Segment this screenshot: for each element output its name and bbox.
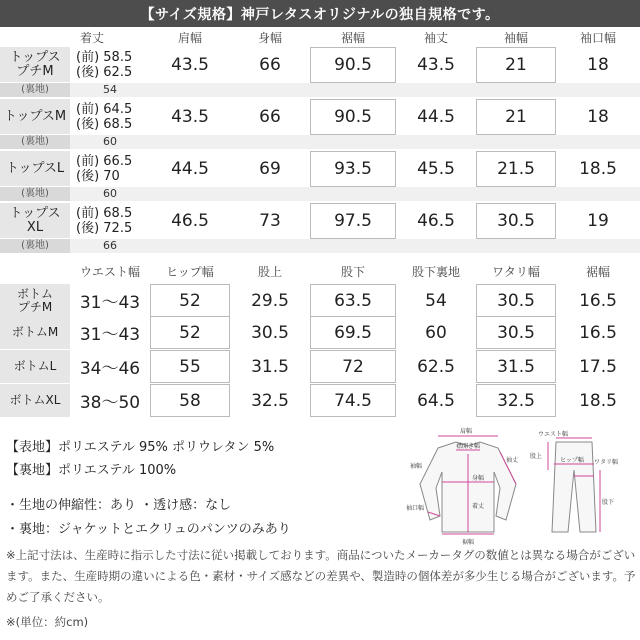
bottoms-value-cell: 32.5 xyxy=(476,384,556,417)
tops-value-cell: 44.5 xyxy=(171,159,209,179)
tops-header-cell: 袖丈 xyxy=(423,30,448,45)
diagram-sleeve-width-label: 袖幅 xyxy=(410,463,423,470)
tops-value-cell: 46.5 xyxy=(171,211,209,231)
tops-header-cell: 肩幅 xyxy=(177,30,202,45)
bottoms-value-cell: 17.5 xyxy=(579,356,617,377)
bottoms-value-cell: 30.5 xyxy=(476,284,556,317)
bottoms-value-cell: 16.5 xyxy=(579,322,617,343)
bottoms-header-cell: ウエスト幅 xyxy=(79,264,140,279)
tops-length xyxy=(70,102,150,132)
bottoms-value-cell: 31.5 xyxy=(476,350,556,383)
tops-value-cell: 21 xyxy=(476,99,556,135)
bottoms-value-cell: 60 xyxy=(425,322,447,343)
diagram-thigh-label: ワタリ幅 xyxy=(594,459,618,466)
bottoms-row xyxy=(0,384,640,417)
diagram-body-width-label: 身幅 xyxy=(472,475,485,482)
tops-header-cell: 着丈 xyxy=(80,30,105,45)
bottoms-row xyxy=(0,350,640,383)
diagram-collar-label: 襟開き幅 xyxy=(456,443,481,450)
bottoms-value-cell: 69.5 xyxy=(310,316,396,349)
bottoms-header-cell: 股下 xyxy=(340,264,365,279)
diagram-rise-label: 股上 xyxy=(530,453,543,460)
tops-value-cell: 18 xyxy=(587,107,609,127)
tops-row xyxy=(0,47,640,97)
bottoms-value-cell: 30.5 xyxy=(251,322,289,343)
pants-illustration xyxy=(552,442,596,532)
bottoms-value-cell: 62.5 xyxy=(417,356,455,377)
tops-header-cell: 袖幅 xyxy=(503,30,528,45)
bottoms-value-cell: 31〜43 xyxy=(79,325,141,345)
tops-value-cell: 73 xyxy=(259,211,281,231)
material-lining-note: ・裏地：ジャケットとエクリュのパンツのみあり xyxy=(6,522,291,537)
tops-value-cell: 69 xyxy=(259,159,281,179)
material-lining: 【裏地】ポリエステル 100% xyxy=(6,463,177,478)
bottoms-header-cell: ワタリ幅 xyxy=(492,264,540,279)
bottoms-value-cell: 16.5 xyxy=(579,290,617,311)
tops-value-cell: 18 xyxy=(587,55,609,75)
diagram-length-label: 着丈 xyxy=(472,503,485,510)
tops-row xyxy=(0,99,640,149)
tops-value-cell: 93.5 xyxy=(310,151,396,187)
bottoms-size-name: ボトム プチM xyxy=(0,284,70,317)
tops-lining-value: 66 xyxy=(103,239,117,252)
tops-header-cell: 裾幅 xyxy=(340,30,365,45)
tops-header-cell: 身幅 xyxy=(257,30,282,45)
disclaimer-note: ※上記寸法は、生産時に指示した寸法に従い掲載しております。商品についたメーカータグの数値とは異なる場合がございます。また、生産時期の違いによる色・素材・サイズ感などの差異や、製造時の個体差が多少生じる場合がございます。予めご了承ください。 xyxy=(6,548,636,604)
tops-length-front: (前) 68.5 xyxy=(76,206,133,221)
tops-value-cell: 66 xyxy=(259,55,281,75)
tops-lining-label: (裏地) xyxy=(0,239,70,253)
bottoms-size-name: ボトムXL xyxy=(0,384,70,417)
unit-note: ※(単位：約cm) xyxy=(6,615,89,629)
tops-size-name: トップス XL xyxy=(0,203,70,239)
diagram-waist-label: ウエスト幅 xyxy=(538,431,569,438)
tops-length-back: (後) 70 xyxy=(76,169,120,184)
bottoms-value-cell: 58 xyxy=(150,384,230,417)
tops-size-name: トップスM xyxy=(0,99,70,135)
diagram-sleeve-length-label: 袖丈 xyxy=(506,457,519,464)
tops-length-back: (後) 72.5 xyxy=(76,221,133,236)
bottoms-value-cell: 31〜43 xyxy=(79,293,141,313)
bottoms-value-cell: 54 xyxy=(425,290,447,311)
bottoms-size-name: ボトムM xyxy=(0,316,70,349)
tops-row xyxy=(0,151,640,201)
diagram-hip-label: ヒップ幅 xyxy=(560,457,584,464)
bottoms-value-cell: 64.5 xyxy=(417,390,455,411)
diagram-cuff-label: 袖口幅 xyxy=(406,505,425,512)
bottoms-header-cell: 股上 xyxy=(257,264,282,279)
tops-value-cell: 21.5 xyxy=(476,151,556,187)
tops-lining-label: (裏地) xyxy=(0,83,70,97)
bottoms-header-row xyxy=(0,261,640,281)
bottoms-value-cell: 32.5 xyxy=(251,390,289,411)
tops-header-cell: 袖口幅 xyxy=(579,30,616,45)
tops-length-front: (前) 66.5 xyxy=(76,154,133,169)
tops-length-front: (前) 58.5 xyxy=(76,50,133,65)
tops-value-cell: 45.5 xyxy=(417,159,455,179)
bottoms-header-cell: ヒップ幅 xyxy=(166,264,214,279)
tops-value-cell: 44.5 xyxy=(417,107,455,127)
bottoms-value-cell: 38〜50 xyxy=(79,393,141,413)
bottoms-value-cell: 63.5 xyxy=(310,284,396,317)
bottoms-header-cell: 股下裏地 xyxy=(411,264,460,279)
tops-lining-value: 54 xyxy=(103,83,117,96)
measurement-diagram xyxy=(388,424,636,546)
tops-length-back: (後) 62.5 xyxy=(76,65,133,80)
tops-length xyxy=(70,154,150,184)
material-outer: 【表地】ポリエステル 95% ポリウレタン 5% xyxy=(6,440,275,455)
tops-value-cell: 19 xyxy=(587,211,609,231)
tops-lining-value: 60 xyxy=(103,187,117,200)
tops-lining-value: 60 xyxy=(103,135,117,148)
bottoms-size-name: ボトムL xyxy=(0,350,70,383)
bottoms-value-cell: 52 xyxy=(150,316,230,349)
tops-size-name: トップス プチM xyxy=(0,47,70,83)
bottoms-row xyxy=(0,284,640,317)
bottoms-value-cell: 18.5 xyxy=(579,390,617,411)
tops-row xyxy=(0,203,640,253)
tops-value-cell: 43.5 xyxy=(417,55,455,75)
tops-length-back: (後) 68.5 xyxy=(76,117,133,132)
bottoms-value-cell: 31.5 xyxy=(251,356,289,377)
diagram-shoulder-label: 肩幅 xyxy=(460,428,473,435)
tops-lining-label: (裏地) xyxy=(0,135,70,149)
diagram-inseam-label: 股下 xyxy=(602,499,615,506)
material-stretch: ・生地の伸縮性：あり ・透け感：なし xyxy=(6,498,232,513)
bottoms-value-cell: 34〜46 xyxy=(79,359,141,379)
bottoms-value-cell: 30.5 xyxy=(476,316,556,349)
tops-table xyxy=(0,27,640,47)
tops-value-cell: 97.5 xyxy=(310,203,396,239)
bottoms-value-cell: 52 xyxy=(150,284,230,317)
bottoms-header-cell: 裾幅 xyxy=(585,264,610,279)
tops-value-cell: 30.5 xyxy=(476,203,556,239)
diagram-hem-label: 裾幅 xyxy=(462,539,475,546)
tops-value-cell: 90.5 xyxy=(310,47,396,83)
bottoms-value-cell: 74.5 xyxy=(310,384,396,417)
bottoms-value-cell: 72 xyxy=(310,350,396,383)
size-banner: 【サイズ規格】神戸レタスオリジナルの独自規格です。 xyxy=(0,0,640,27)
tops-header-row xyxy=(0,27,640,47)
tops-length xyxy=(70,50,150,80)
tops-length xyxy=(70,206,150,236)
bottoms-value-cell: 55 xyxy=(150,350,230,383)
tops-value-cell: 46.5 xyxy=(417,211,455,231)
tops-value-cell: 66 xyxy=(259,107,281,127)
bottoms-value-cell: 29.5 xyxy=(251,290,289,311)
tops-value-cell: 21 xyxy=(476,47,556,83)
tops-lining-label: (裏地) xyxy=(0,187,70,201)
tops-value-cell: 90.5 xyxy=(310,99,396,135)
tops-value-cell: 43.5 xyxy=(171,55,209,75)
tops-value-cell: 18.5 xyxy=(579,159,617,179)
tops-length-front: (前) 64.5 xyxy=(76,102,133,117)
tops-size-name: トップスL xyxy=(0,151,70,187)
tops-value-cell: 43.5 xyxy=(171,107,209,127)
bottoms-row xyxy=(0,316,640,349)
